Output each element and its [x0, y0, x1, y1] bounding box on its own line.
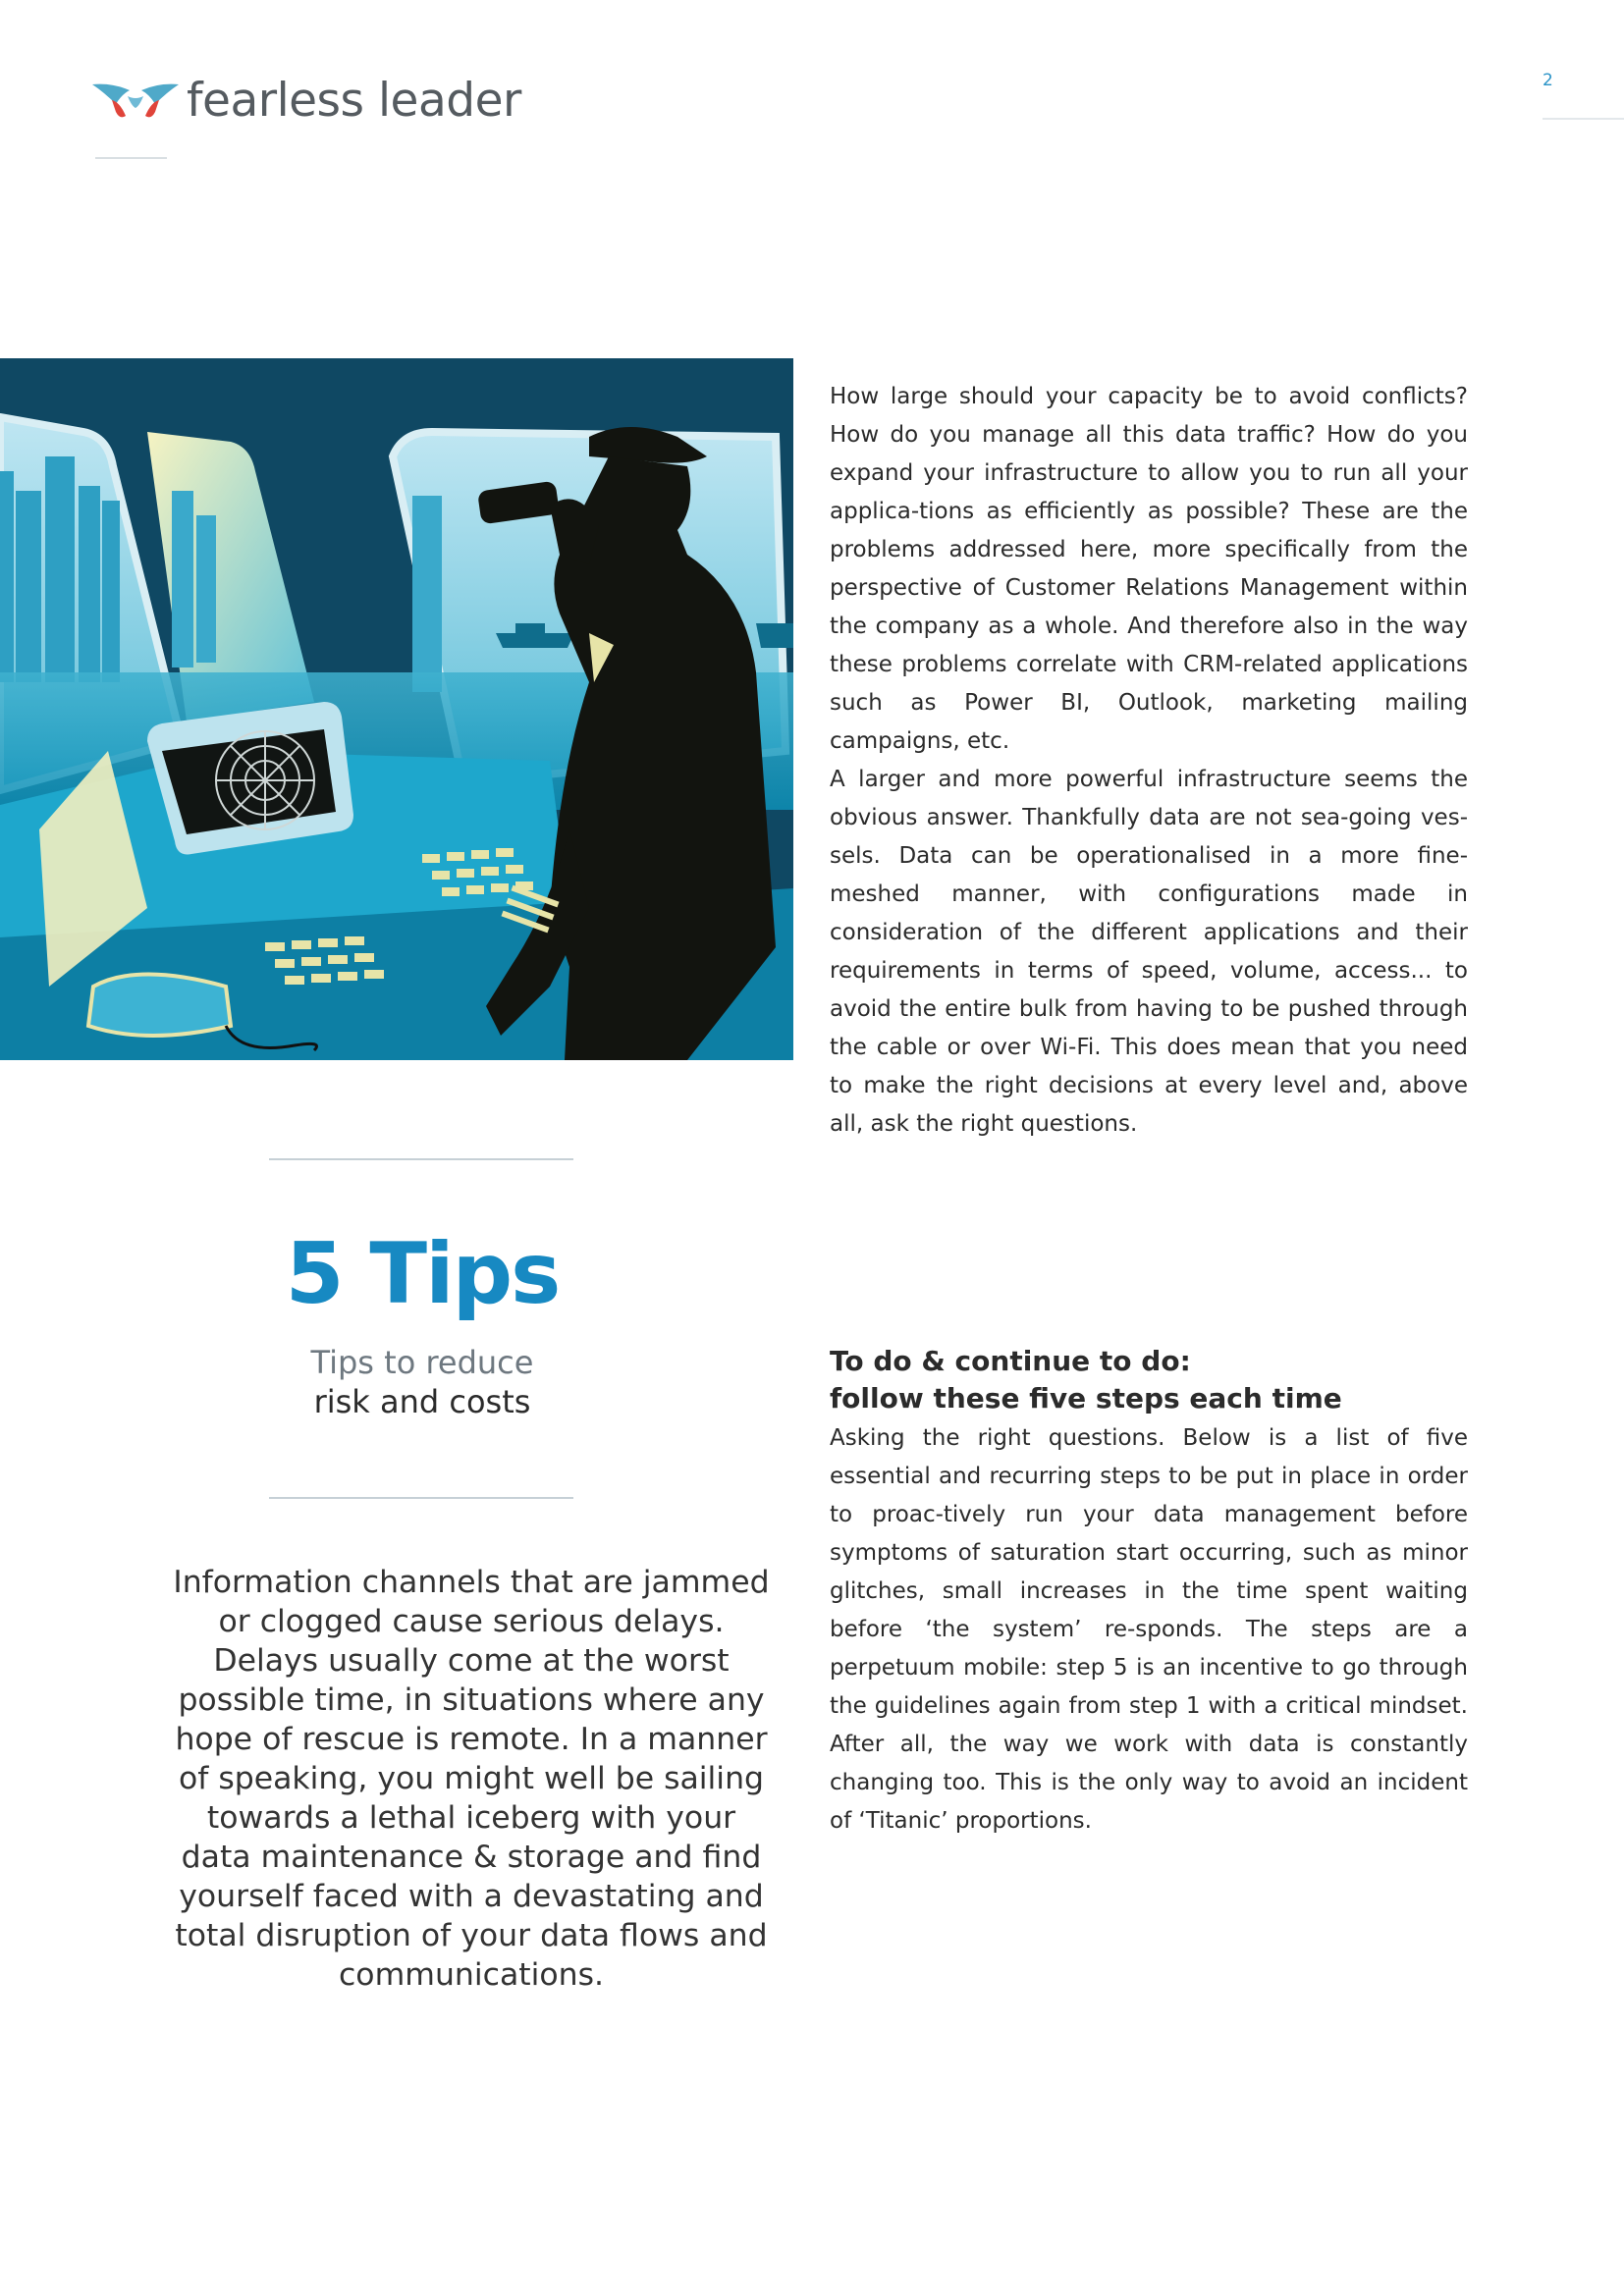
tips-divider-bottom: [269, 1497, 573, 1499]
page-number: 2: [1543, 71, 1553, 90]
intro-paragraph-2: [830, 761, 1468, 1144]
intro-paragraph-1: [830, 378, 1468, 761]
pull-quote: Information channels that are jammed or clogged cause serious delays. Delays usually come at the worst possible time, in situations where any hope of rescue is remote. In a manner of speaking, you might well be sailing towards a lethal iceberg with your data maintenance & storage and find yourself faced with a devastating and total disruption of your data flows and communications.: [173, 1565, 770, 1993]
todo-paragraph-text: Asking the right questions. Below is a list of five essential and recurring steps to be put in place in order to proac-tively run your data management before symptoms of saturation start occurring, such as minor glitches, small increases in the time spent waiting before ‘the system’ re-sponds. The steps are a perpetuum mobile: step 5 is an incentive to go through the guidelines again from step 1 with a critical mindset. After all, the way we work with data is constantly changing too. This is the only way to avoid an incident of ‘Titanic’ proportions.: [830, 1425, 1468, 1834]
tips-title: 5 Tips: [285, 1225, 560, 1323]
header-divider: [95, 157, 167, 159]
brand-name: fearless leader: [187, 73, 521, 128]
brand-logo: [90, 71, 521, 130]
todo-heading-line2: follow these five steps each time: [830, 1382, 1342, 1415]
tips-subtitle-line1: Tips to reduce: [310, 1344, 534, 1381]
todo-heading-line1: To do & continue to do:: [830, 1345, 1191, 1377]
tips-subtitle-line2: risk and costs: [313, 1383, 531, 1420]
wings-logo-icon: [90, 77, 181, 124]
captain-with-binoculars-icon: [0, 358, 793, 1060]
intro-paragraph-2-text: A larger and more powerful infrastructure seems the obvious answer. Thankfully data are not sea-going ves-sels. Data can be operationalised in a more fine-meshed manner, with configurations made in consideration of the different applications and their requirements in terms of speed, volume, access... to avoid the entire bulk from having to be pushed through the cable or over Wi-Fi. This does mean that you need to make the right decisions at every level and, above all, ask the right questions.: [830, 767, 1468, 1137]
hero-illustration: [0, 358, 793, 1060]
page-number-divider: [1543, 118, 1624, 120]
todo-heading: [830, 1343, 1468, 1417]
tips-divider-top: [269, 1158, 573, 1160]
intro-paragraph-1-text: How large should your capacity be to avoid conflicts? How do you manage all this data traffic? How do you expand your infrastructure to allow you to run all your applica-tions as efficiently as possible? These are the problems addressed here, more specifically from the perspective of Customer Relations Management within the company as a whole. And therefore also in the way these problems correlate with CRM-related applications such as Power BI, Outlook, marketing mailing campaigns, etc.: [830, 384, 1468, 754]
todo-paragraph: [830, 1419, 1468, 1841]
